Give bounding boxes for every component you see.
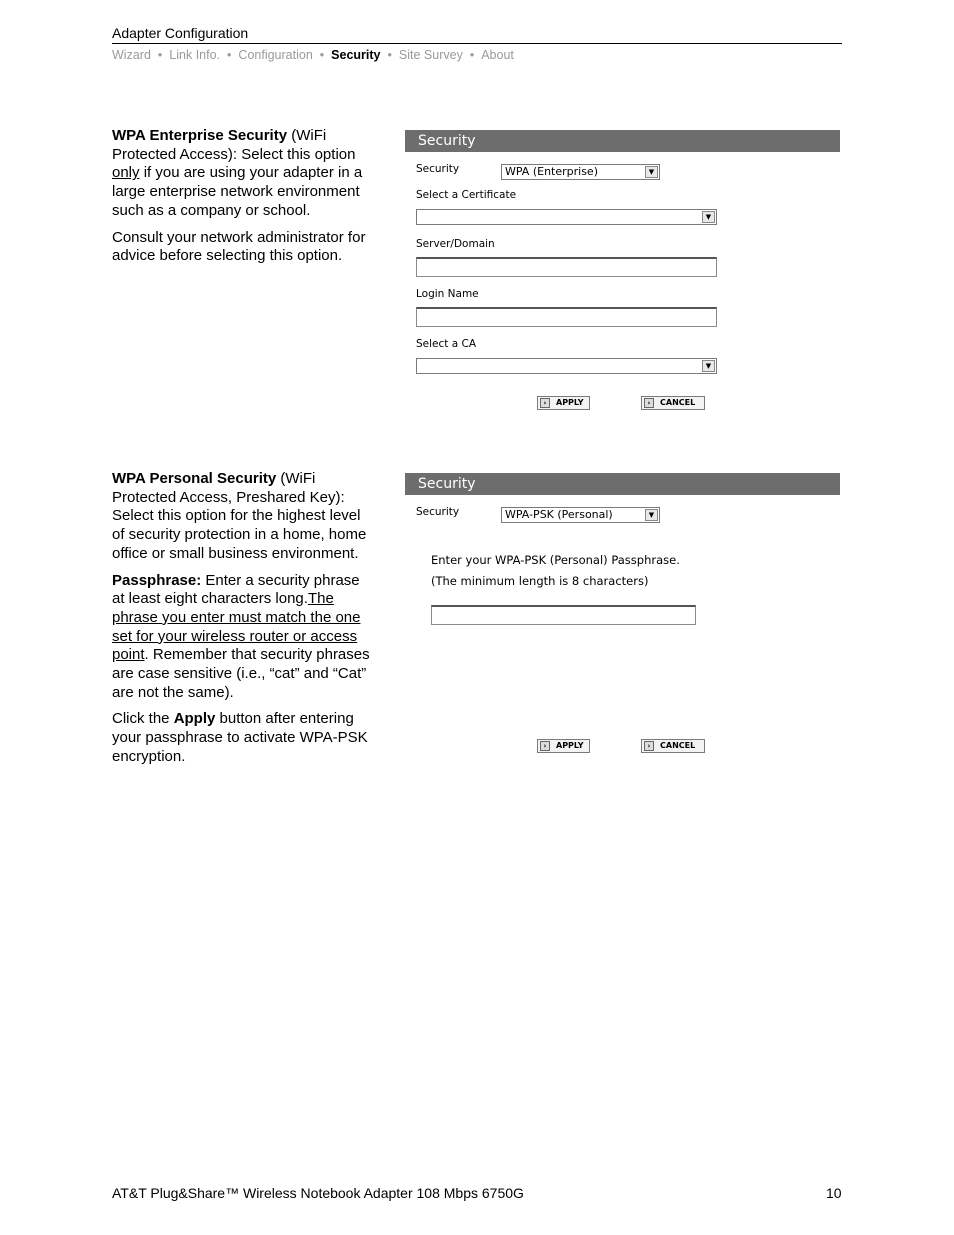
chevron-down-icon: ▼ — [702, 360, 715, 372]
cancel-label: CANCEL — [660, 741, 696, 750]
arrow-right-icon: › — [644, 741, 654, 751]
page-number: 10 — [826, 1185, 842, 1201]
intro-text: (WiFi Protected Access): Select this option — [112, 127, 356, 163]
panel-title: Security — [405, 130, 840, 152]
wpa-personal-intro — [112, 470, 376, 564]
arrow-right-icon: › — [540, 398, 550, 408]
passphrase-heading: Passphrase: — [112, 571, 202, 589]
nav-separator: • — [227, 48, 232, 62]
chevron-down-icon: ▼ — [645, 166, 658, 178]
login-name-label: Login Name — [416, 288, 479, 300]
passphrase-hint: (The minimum length is 8 characters) — [431, 574, 649, 588]
intro-text-cont: if you are using your adapter in a large enterprise network environment such as a company or school. — [112, 164, 363, 219]
certificate-select[interactable] — [416, 209, 717, 225]
security-mode-value: WPA-PSK (Personal) — [505, 508, 613, 521]
apply-instructions — [112, 710, 376, 766]
ca-select[interactable] — [416, 358, 717, 374]
wpa-personal-heading: WPA Personal Security — [112, 470, 277, 487]
passphrase-input[interactable] — [431, 605, 696, 625]
server-domain-input[interactable] — [416, 257, 717, 277]
wpa-enterprise-description — [112, 127, 376, 274]
security-panel-enterprise — [405, 130, 840, 420]
security-mode-select[interactable] — [501, 507, 660, 523]
wpa-enterprise-intro — [112, 127, 376, 221]
apply-text: Click the — [112, 710, 174, 728]
arrow-right-icon: › — [540, 741, 550, 751]
breadcrumb-nav — [112, 48, 514, 62]
cancel-label: CANCEL — [660, 398, 696, 407]
apply-emphasis: Apply — [173, 710, 216, 728]
login-name-input[interactable] — [416, 307, 717, 327]
apply-text-cont: button after entering your passphrase to activate WPA-PSK encryption. — [112, 710, 368, 765]
passphrase-text-cont: . Remember that security phrases are case sensitive (i.e., “cat” and “Cat” are not the same). — [112, 646, 370, 701]
arrow-right-icon: › — [644, 398, 654, 408]
nav-separator: • — [469, 48, 475, 62]
passphrase-instructions — [112, 572, 376, 703]
intro-emphasis: only — [112, 164, 140, 182]
certificate-label: Select a Certificate — [416, 189, 517, 201]
passphrase-text: Enter a security phrase at least eight characters long. — [112, 571, 360, 608]
intro-text: (WiFi Protected Access, Preshared Key): Select this option for the highest level of security protection in a home, home office or small business environment. — [112, 470, 367, 562]
server-domain-label: Server/Domain — [416, 238, 495, 250]
header-divider — [112, 43, 842, 44]
apply-label: APPLY — [556, 741, 584, 750]
apply-button[interactable] — [537, 739, 590, 753]
passphrase-prompt: Enter your WPA-PSK (Personal) Passphrase. — [431, 553, 680, 567]
nav-separator: • — [319, 48, 325, 62]
nav-security[interactable]: Security — [331, 48, 381, 62]
page-header-title: Adapter Configuration — [112, 25, 249, 41]
wpa-enterprise-heading: WPA Enterprise Security — [112, 127, 288, 144]
chevron-down-icon: ▼ — [702, 211, 715, 223]
apply-label: APPLY — [556, 398, 584, 407]
nav-wizard[interactable]: Wizard — [112, 48, 151, 62]
security-mode-value: WPA (Enterprise) — [505, 165, 598, 178]
security-mode-select[interactable] — [501, 164, 660, 180]
security-label: Security — [416, 506, 460, 518]
passphrase-emphasis: The phrase you enter must match the one set for your wireless router or access point — [112, 590, 361, 664]
cancel-button[interactable] — [641, 739, 705, 753]
nav-configuration[interactable]: Configuration — [238, 48, 313, 62]
apply-button[interactable] — [537, 396, 590, 410]
ca-label: Select a CA — [416, 338, 477, 350]
security-label: Security — [416, 163, 460, 175]
nav-separator: • — [387, 48, 392, 62]
nav-about[interactable]: About — [481, 48, 514, 62]
security-panel-personal — [405, 473, 840, 763]
nav-separator: • — [157, 48, 163, 62]
wpa-personal-description — [112, 470, 376, 775]
panel-title: Security — [405, 473, 840, 495]
cancel-button[interactable] — [641, 396, 705, 410]
nav-site-survey[interactable]: Site Survey — [398, 48, 463, 62]
nav-link-info[interactable]: Link Info. — [169, 48, 221, 62]
footer-product-name: AT&T Plug&Share™ Wireless Notebook Adapter 108 Mbps 6750G — [112, 1185, 524, 1201]
chevron-down-icon: ▼ — [645, 509, 658, 521]
wpa-enterprise-advice: Consult your network administrator for advice before selecting this option. — [112, 228, 366, 265]
